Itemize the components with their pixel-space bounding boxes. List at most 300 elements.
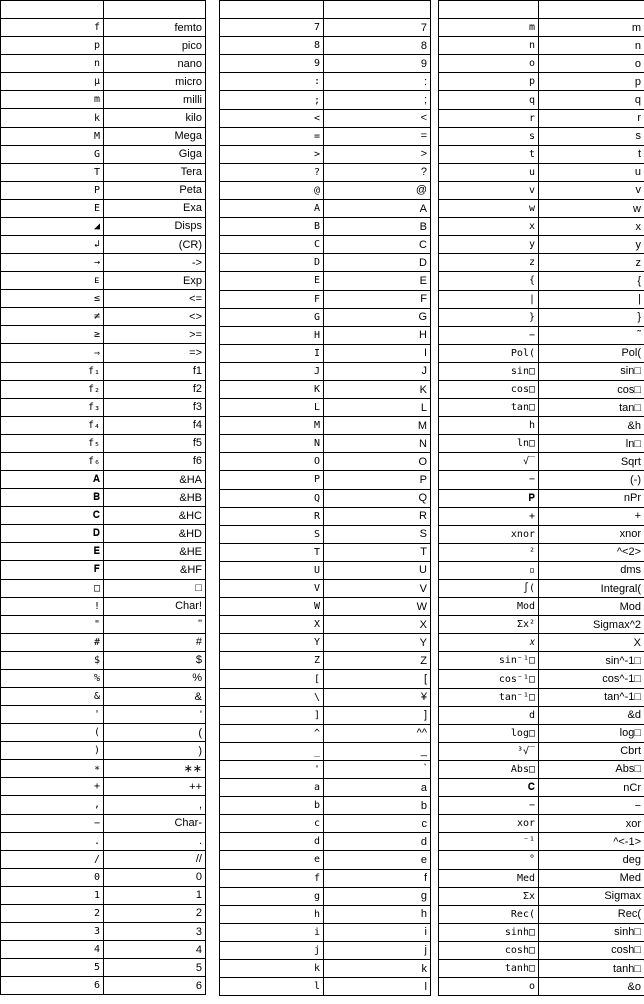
name-cell: -> — [104, 254, 206, 272]
name-cell: $ — [104, 651, 206, 669]
table-row — [439, 561, 644, 579]
table-row — [220, 779, 431, 797]
symbol-cell: ^ — [220, 724, 324, 742]
table-row — [439, 326, 644, 344]
table-row — [439, 688, 644, 706]
name-cell: femto — [104, 19, 206, 37]
name-cell: p — [539, 73, 644, 91]
name-cell: Disps — [104, 217, 206, 235]
table-row — [220, 55, 431, 73]
name-cell: L — [324, 399, 431, 417]
symbol-cell: _ — [220, 742, 324, 760]
name-cell: => — [104, 344, 206, 362]
header-symbol-cell — [439, 1, 539, 19]
name-cell: nCr — [539, 779, 644, 797]
symbol-cell: ◢ — [1, 217, 104, 235]
name-cell: Tera — [104, 163, 206, 181]
symbol-cell: t — [439, 145, 539, 163]
name-cell: <= — [104, 290, 206, 308]
symbol-cell: r — [439, 109, 539, 127]
table-row — [439, 399, 644, 417]
symbol-cell: E — [1, 199, 104, 217]
table-row — [439, 127, 644, 145]
header-symbol-cell — [1, 1, 104, 19]
name-cell: 4 — [104, 941, 206, 959]
table-row — [220, 670, 431, 688]
table-row — [220, 851, 431, 869]
name-cell: 2 — [104, 904, 206, 922]
table-row — [439, 724, 644, 742]
name-cell: h — [324, 905, 431, 923]
name-cell: R — [324, 507, 431, 525]
symbol-cell: . — [1, 832, 104, 850]
symbol-cell: ; — [220, 91, 324, 109]
table-row — [439, 453, 644, 471]
symbol-cell: p — [439, 73, 539, 91]
table-row — [1, 308, 206, 326]
symbol-cell: ≥ — [1, 326, 104, 344]
name-cell: I — [324, 344, 431, 362]
name-cell: x — [539, 218, 644, 236]
name-cell: □ — [104, 579, 206, 597]
table-row — [220, 254, 431, 272]
symbol-cell: ' — [220, 760, 324, 778]
symbol-cell: e — [220, 851, 324, 869]
symbol-cell: > — [220, 145, 324, 163]
symbol-cell: o — [439, 978, 539, 996]
table-row — [1, 579, 206, 597]
table-row — [220, 290, 431, 308]
symbol-cell: L — [220, 399, 324, 417]
name-cell: 1 — [104, 886, 206, 904]
table-row — [220, 561, 431, 579]
name-cell: l — [324, 978, 431, 996]
symbol-cell: : — [220, 73, 324, 91]
symbol-cell: ] — [220, 706, 324, 724]
table-row — [1, 236, 206, 254]
name-cell: 7 — [324, 19, 431, 37]
symbol-cell: A — [220, 200, 324, 218]
table-row — [439, 706, 644, 724]
name-cell: S — [324, 525, 431, 543]
symbol-cell: + — [439, 507, 539, 525]
name-cell: B — [324, 218, 431, 236]
name-cell: e — [324, 851, 431, 869]
symbol-cell: h — [439, 417, 539, 435]
name-cell: Sigmax^2 — [539, 616, 644, 634]
name-cell: > — [324, 145, 431, 163]
table-row — [1, 832, 206, 850]
name-cell: ^^ — [324, 724, 431, 742]
name-cell: &HC — [104, 507, 206, 525]
symbol-cell: J — [220, 362, 324, 380]
symbol-cell: i — [220, 923, 324, 941]
table-row — [1, 91, 206, 109]
symbol-cell: ' — [1, 706, 104, 724]
symbol-cell: ? — [220, 163, 324, 181]
symbol-cell: m — [1, 91, 104, 109]
table-row — [439, 905, 644, 923]
table-row — [220, 489, 431, 507]
name-cell: (CR) — [104, 236, 206, 254]
symbol-cell: $ — [1, 651, 104, 669]
symbol-cell: tan⁻¹□ — [439, 688, 539, 706]
name-cell: K — [324, 380, 431, 398]
table-row — [1, 615, 206, 633]
symbol-cell: f₃ — [1, 398, 104, 416]
name-cell: Rec( — [539, 905, 644, 923]
symbol-cell: ° — [439, 851, 539, 869]
table-row — [439, 815, 644, 833]
symbol-cell: P — [1, 181, 104, 199]
symbol-cell: ∫( — [439, 580, 539, 598]
name-cell: Giga — [104, 145, 206, 163]
name-cell: # — [104, 633, 206, 651]
name-cell: P — [324, 471, 431, 489]
table-row — [439, 869, 644, 887]
name-cell: 6 — [104, 977, 206, 995]
symbol-cell: 𝐀 — [1, 471, 104, 489]
table-row — [439, 525, 644, 543]
symbol-cell: 7 — [220, 19, 324, 37]
table-row — [439, 344, 644, 362]
symbol-cell: W — [220, 598, 324, 616]
symbol-cell: ⇒ — [1, 344, 104, 362]
name-cell: ^<2> — [539, 543, 644, 561]
table-row — [220, 272, 431, 290]
table-row — [220, 91, 431, 109]
name-cell: z — [539, 254, 644, 272]
symbol-cell: " — [1, 615, 104, 633]
symbol-cell: / — [1, 850, 104, 868]
symbol-cell: 𝐄 — [1, 543, 104, 561]
table-row — [439, 760, 644, 778]
name-cell: ˜ — [539, 326, 644, 344]
name-cell: X — [539, 634, 644, 652]
symbol-cell: } — [439, 308, 539, 326]
name-cell: &HF — [104, 561, 206, 579]
table-row — [1, 525, 206, 543]
table-row — [439, 598, 644, 616]
table-header-row — [439, 1, 644, 19]
symbol-cell: ↲ — [1, 236, 104, 254]
name-cell: &d — [539, 706, 644, 724]
symbol-cell: B — [220, 218, 324, 236]
symbol-cell: R — [220, 507, 324, 525]
table-row — [220, 362, 431, 380]
table-row — [220, 453, 431, 471]
table-row — [1, 760, 206, 778]
symbol-cell: N — [220, 435, 324, 453]
table-row — [1, 199, 206, 217]
table-row — [220, 598, 431, 616]
table-row — [1, 796, 206, 814]
char-table-2 — [219, 0, 431, 996]
name-cell: sin□ — [539, 362, 644, 380]
table-row — [439, 507, 644, 525]
symbol-cell: 𝐃 — [1, 525, 104, 543]
char-table-1 — [0, 0, 206, 995]
table-row — [220, 435, 431, 453]
symbol-cell: ≤ — [1, 290, 104, 308]
name-cell: A — [324, 200, 431, 218]
symbol-cell: Z — [220, 652, 324, 670]
symbol-cell: I — [220, 344, 324, 362]
table-row — [439, 417, 644, 435]
table-row — [220, 19, 431, 37]
table-row — [220, 326, 431, 344]
name-cell: Char! — [104, 597, 206, 615]
name-cell: & — [104, 687, 206, 705]
name-cell: (-) — [539, 471, 644, 489]
name-cell: ¥ — [324, 688, 431, 706]
header-name-cell — [539, 1, 644, 19]
table-row — [1, 380, 206, 398]
name-cell: − — [539, 797, 644, 815]
symbol-cell: X — [220, 616, 324, 634]
table-row — [1, 724, 206, 742]
name-cell: ( — [104, 724, 206, 742]
table-row — [439, 887, 644, 905]
symbol-cell: f — [220, 869, 324, 887]
symbol-cell: xnor — [439, 525, 539, 543]
header-name-cell — [104, 1, 206, 19]
table-row — [439, 218, 644, 236]
table-row — [1, 290, 206, 308]
symbol-cell: U — [220, 561, 324, 579]
name-cell: cosh□ — [539, 941, 644, 959]
name-cell: ln□ — [539, 435, 644, 453]
symbol-cell: ³√‾ — [439, 742, 539, 760]
table-row — [439, 181, 644, 199]
table-row — [439, 163, 644, 181]
table-row — [1, 669, 206, 687]
name-cell: M — [324, 417, 431, 435]
name-cell: @ — [324, 181, 431, 199]
symbol-cell: f₂ — [1, 380, 104, 398]
table-row — [1, 922, 206, 940]
name-cell: n — [539, 37, 644, 55]
symbol-cell: 𝑥 — [439, 634, 539, 652]
name-cell: i — [324, 923, 431, 941]
table-row — [439, 308, 644, 326]
symbol-cell: ∗ — [1, 760, 104, 778]
symbol-cell: m — [439, 19, 539, 37]
symbol-cell: q — [439, 91, 539, 109]
name-cell: &HB — [104, 489, 206, 507]
name-cell: >= — [104, 326, 206, 344]
symbol-cell: f₁ — [1, 362, 104, 380]
name-cell: c — [324, 815, 431, 833]
name-cell: f2 — [104, 380, 206, 398]
table-row — [1, 254, 206, 272]
table-row — [439, 55, 644, 73]
table-row — [220, 507, 431, 525]
name-cell: cos□ — [539, 380, 644, 398]
name-cell: 3 — [104, 922, 206, 940]
table-row — [439, 380, 644, 398]
table-row — [1, 706, 206, 724]
name-cell: H — [324, 326, 431, 344]
name-cell: E — [324, 272, 431, 290]
table-row — [220, 941, 431, 959]
table-row — [439, 742, 644, 760]
symbol-cell: E — [220, 272, 324, 290]
table-row — [1, 941, 206, 959]
table-row — [439, 272, 644, 290]
symbol-cell: j — [220, 941, 324, 959]
name-cell: a — [324, 779, 431, 797]
table-row — [439, 145, 644, 163]
table-row — [1, 687, 206, 705]
name-cell: + — [539, 507, 644, 525]
table-row — [1, 742, 206, 760]
name-cell: % — [104, 669, 206, 687]
name-cell: k — [324, 959, 431, 977]
symbol-cell: G — [1, 145, 104, 163]
table-row — [220, 706, 431, 724]
name-cell: b — [324, 797, 431, 815]
name-cell: o — [539, 55, 644, 73]
table-row — [220, 887, 431, 905]
table-row — [1, 850, 206, 868]
table-row — [220, 163, 431, 181]
symbol-cell: xor — [439, 815, 539, 833]
symbol-cell: 4 — [1, 941, 104, 959]
table-row — [1, 434, 206, 452]
symbol-cell: a — [220, 779, 324, 797]
name-cell: O — [324, 453, 431, 471]
table-row — [439, 941, 644, 959]
table-row — [439, 978, 644, 996]
symbol-cell: z — [439, 254, 539, 272]
name-cell: V — [324, 580, 431, 598]
table-row — [220, 688, 431, 706]
symbol-cell: x — [439, 218, 539, 236]
symbol-cell: − — [439, 471, 539, 489]
symbol-cell: 8 — [220, 37, 324, 55]
table-row — [439, 435, 644, 453]
table-row — [1, 959, 206, 977]
symbol-cell: O — [220, 453, 324, 471]
table-row — [220, 580, 431, 598]
table-row — [439, 779, 644, 797]
table-row — [1, 362, 206, 380]
symbol-cell: ln□ — [439, 435, 539, 453]
name-cell: m — [539, 19, 644, 37]
symbol-cell: 𝐁 — [1, 489, 104, 507]
name-cell: Sigmax — [539, 887, 644, 905]
name-cell: u — [539, 163, 644, 181]
name-cell: Exa — [104, 199, 206, 217]
table-row — [1, 217, 206, 235]
name-cell: Mod — [539, 598, 644, 616]
symbol-cell: tanh□ — [439, 959, 539, 977]
symbol-cell: P — [220, 471, 324, 489]
symbol-cell: √‾ — [439, 453, 539, 471]
name-cell: [ — [324, 670, 431, 688]
header-symbol-cell — [220, 1, 324, 19]
table-row — [439, 200, 644, 218]
name-cell: v — [539, 181, 644, 199]
name-cell: ∗∗ — [104, 760, 206, 778]
symbol-cell: ² — [439, 543, 539, 561]
name-cell: y — [539, 236, 644, 254]
symbol-cell: = — [220, 127, 324, 145]
table-row — [1, 507, 206, 525]
symbol-cell: F — [220, 290, 324, 308]
name-cell: ) — [104, 742, 206, 760]
symbol-cell: M — [1, 127, 104, 145]
symbol-cell: ᴇ — [1, 272, 104, 290]
table-row — [220, 724, 431, 742]
table-row — [220, 760, 431, 778]
symbol-cell: ⁻¹ — [439, 833, 539, 851]
table-row — [1, 37, 206, 55]
name-cell: ^<-1> — [539, 833, 644, 851]
symbol-cell: ▫ — [439, 561, 539, 579]
symbol-cell: % — [1, 669, 104, 687]
symbol-cell: d — [439, 706, 539, 724]
symbol-cell: 0 — [1, 868, 104, 886]
table-row — [1, 597, 206, 615]
table-row — [439, 670, 644, 688]
table-row — [220, 145, 431, 163]
table-row — [439, 73, 644, 91]
symbol-cell: ! — [1, 597, 104, 615]
symbol-cell: μ — [1, 73, 104, 91]
name-cell: X — [324, 616, 431, 634]
symbol-cell: H — [220, 326, 324, 344]
name-cell: , — [104, 796, 206, 814]
name-cell: D — [324, 254, 431, 272]
name-cell: deg — [539, 851, 644, 869]
name-cell: Q — [324, 489, 431, 507]
name-cell: q — [539, 91, 644, 109]
table-row — [220, 344, 431, 362]
table-row — [220, 634, 431, 652]
name-cell: ] — [324, 706, 431, 724]
name-cell: " — [104, 615, 206, 633]
name-cell: ' — [104, 706, 206, 724]
table-row — [220, 127, 431, 145]
name-cell: f1 — [104, 362, 206, 380]
name-cell: tanh□ — [539, 959, 644, 977]
table-row — [220, 236, 431, 254]
name-cell: F — [324, 290, 431, 308]
symbol-cell: @ — [220, 181, 324, 199]
table-row — [439, 362, 644, 380]
symbol-cell: d — [220, 833, 324, 851]
name-cell: Integral( — [539, 580, 644, 598]
name-cell: f — [324, 869, 431, 887]
table-row — [439, 19, 644, 37]
name-cell: dms — [539, 561, 644, 579]
symbol-cell: v — [439, 181, 539, 199]
name-cell: sin^-1□ — [539, 652, 644, 670]
table-row — [220, 616, 431, 634]
name-cell: Abs□ — [539, 760, 644, 778]
symbol-cell: cos⁻¹□ — [439, 670, 539, 688]
symbol-cell: Med — [439, 869, 539, 887]
symbol-cell: Rec( — [439, 905, 539, 923]
name-cell: pico — [104, 37, 206, 55]
table-row — [439, 489, 644, 507]
name-cell: tan□ — [539, 399, 644, 417]
symbol-cell: T — [1, 163, 104, 181]
table-row — [1, 145, 206, 163]
symbol-cell: # — [1, 633, 104, 651]
